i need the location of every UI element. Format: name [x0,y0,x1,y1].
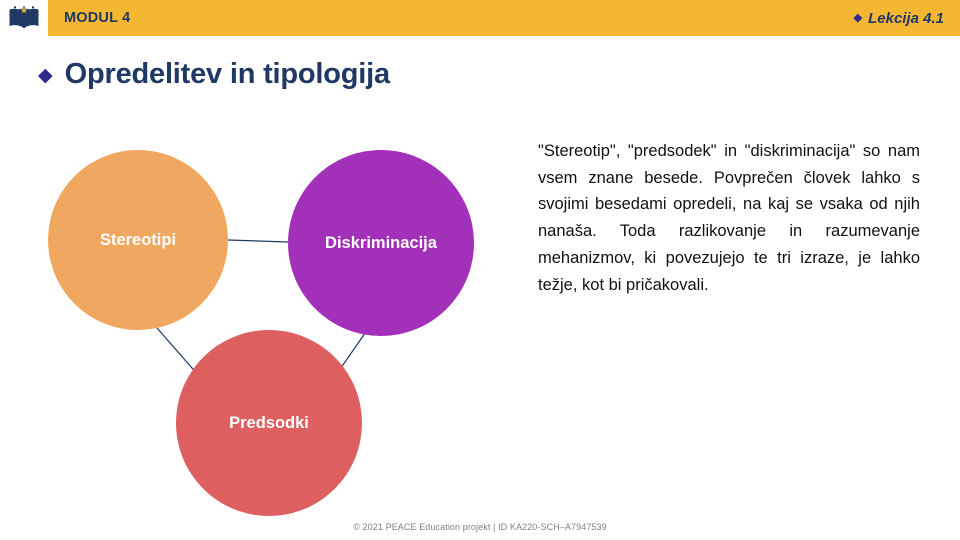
body-paragraph: "Stereotip", "predsodek" in "diskriminacija" so nam vsem znane besede. Povprečen človek lahko s svojimi besedami opredeli, na kaj se vsaka od njih nanaša. Toda razlikovanje in razumevanje mehanizmov, ki povezujejo te tri izraze, je lahko težje, kot bi pričakovali. [538,142,920,294]
concept-diagram [30,130,500,500]
page-title-row [38,58,390,91]
top-header-bar [0,0,960,36]
diamond-icon: ◆ [38,65,53,86]
open-book-logo-icon [7,4,41,32]
lesson-label-group [854,10,944,27]
lesson-label: Lekcija 4.1 [868,9,944,27]
diagram-node-label: Predsodki [229,413,309,432]
diagram-node-stereotipi [48,150,228,330]
footer-credit: © 2021 PEACE Education projekt | ID KA220-SCH–A7947539 [353,522,607,532]
diagram-node-label: Stereotipi [99,230,177,249]
module-label: MODUL 4 [64,10,131,26]
diagram-node-predsodki [176,330,362,516]
diamond-icon: ◆ [853,11,863,24]
logo-container [0,0,48,36]
diagram-node-diskriminacija [288,150,474,336]
diagram-node-label: Diskriminacija [325,233,437,252]
page-title: Opredelitev in tipologija [64,58,390,90]
